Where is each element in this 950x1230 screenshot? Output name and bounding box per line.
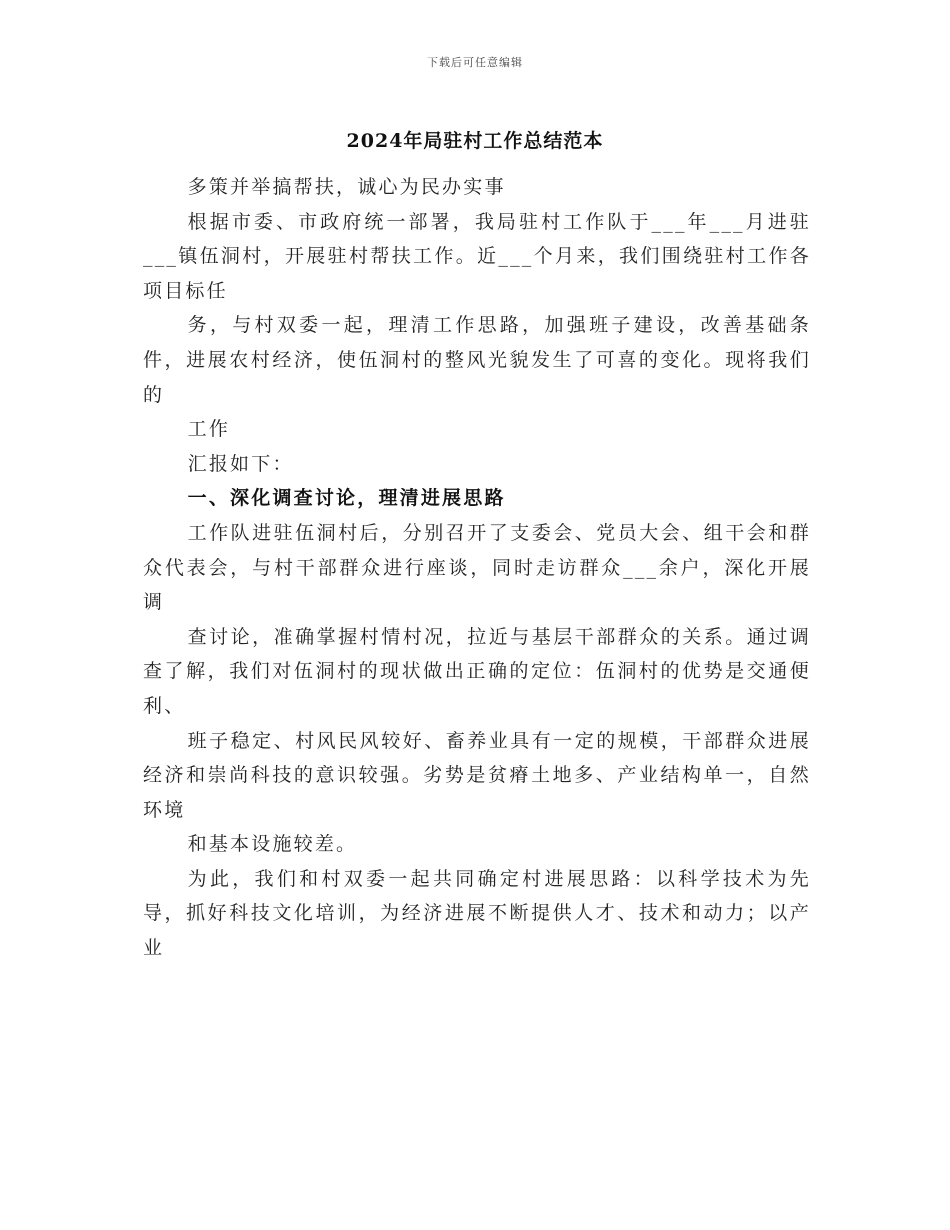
paragraph-subtitle: 多策并举搞帮扶，诚心为民办实事 bbox=[187, 176, 506, 198]
document-body bbox=[143, 170, 811, 966]
paragraph: 汇报如下： bbox=[187, 452, 294, 475]
page-header-note: 下载后可任意编辑 bbox=[427, 56, 523, 69]
paragraph: 班子稳定、村风民风较好、畜养业具有一定的规模，干部群众进展经济和崇尚科技的意识较强。劣势是贫瘠土地多、产业结构单一，自然环境 bbox=[143, 729, 811, 821]
paragraph: 根据市委、市政府统一部署，我局驻村工作队于___年___月进驻___镇伍洞村，开展驻村帮扶工作。近___个月来，我们围绕驻村工作各项目标任 bbox=[143, 210, 811, 302]
paragraph: 查讨论，准确掌握村情村况，拉近与基层干部群众的关系。通过调查了解，我们对伍洞村的现状做出正确的定位：伍洞村的优势是交通便利、 bbox=[143, 625, 811, 717]
document-title: 2024年局驻村工作总结范本 bbox=[346, 130, 604, 152]
paragraph: 务，与村双委一起，理清工作思路，加强班子建设，改善基础条件，进展农村经济，使伍洞村的整风光貌发生了可喜的变化。现将我们的 bbox=[143, 314, 811, 406]
section-heading: 一、深化调查讨论，理清进展思路 bbox=[187, 487, 506, 510]
paragraph: 和基本设施较差。 bbox=[187, 833, 358, 856]
paragraph: 工作队进驻伍洞村后，分别召开了支委会、党员大会、组干会和群众代表会，与村干部群众进行座谈，同时走访群众___余户，深化开展调 bbox=[143, 521, 811, 614]
paragraph: 工作 bbox=[187, 418, 231, 441]
paragraph: 为此，我们和村双委一起共同确定村进展思路：以科学技术为先导，抓好科技文化培训，为经济进展不断提供人才、技术和动力；以产业 bbox=[143, 867, 811, 960]
